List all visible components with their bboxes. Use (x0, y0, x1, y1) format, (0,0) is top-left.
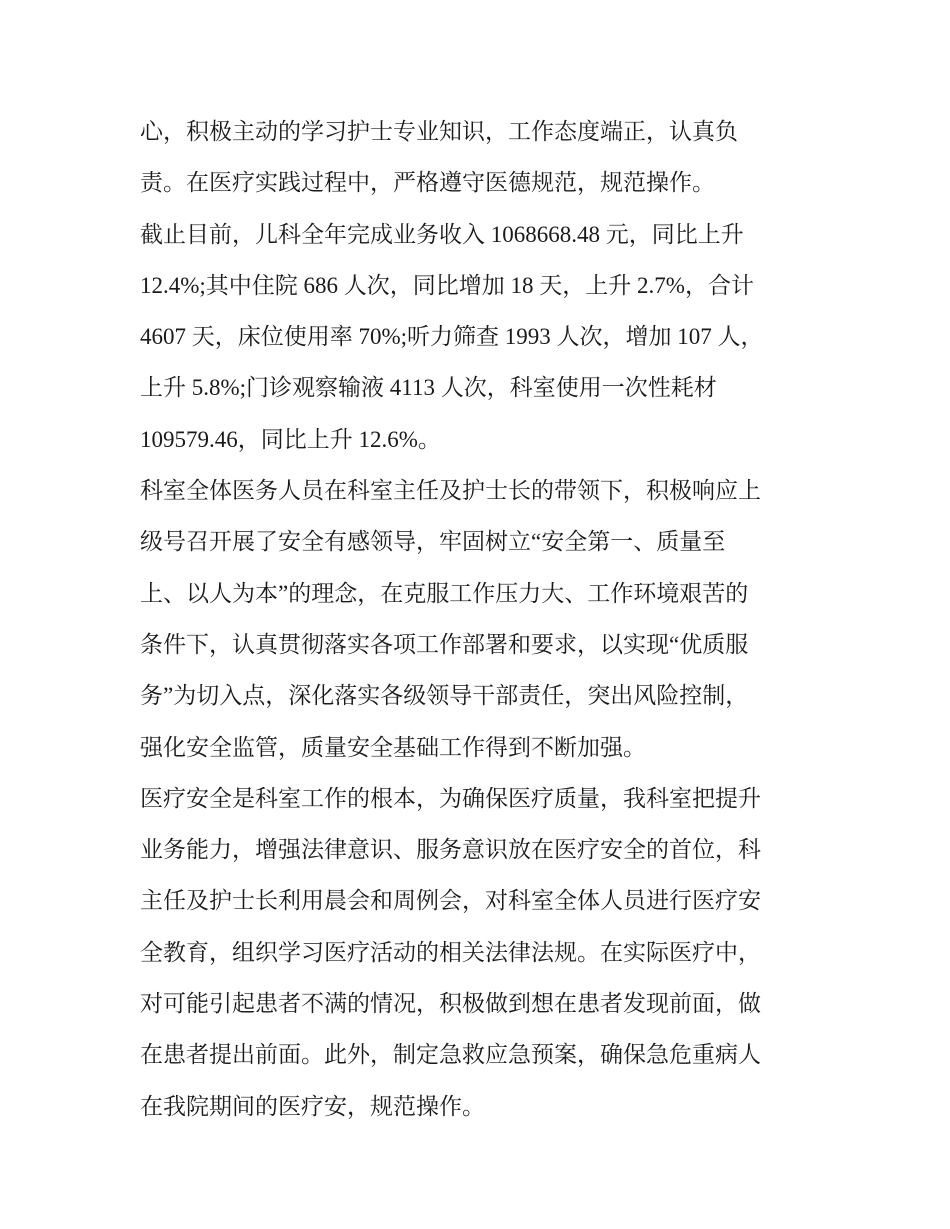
paragraph-medical-safety (140, 773, 830, 1132)
paragraph-annual-statistics (140, 209, 830, 465)
text-line: 对可能引起患者不满的情况，积极做到想在患者发现前面，做 (140, 991, 761, 1017)
text-line: 109579.46，同比上升 12.6%。 (140, 426, 441, 452)
text-line: 上升 5.8%;门诊观察输液 4113 人次，科室使用一次性耗材 (140, 375, 717, 401)
text-line: 在我院期间的医疗安，规范操作。 (140, 1093, 485, 1119)
paragraph-work-attitude (140, 106, 830, 209)
text-line: 强化安全监管，质量安全基础工作得到不断加强。 (140, 734, 646, 760)
paragraph-safety-leadership (140, 465, 830, 773)
text-line: 科室全体医务人员在科室主任及护士长的带领下，积极响应上 (140, 478, 761, 504)
text-line: 级号召开展了安全有感领导，牢固树立“安全第一、质量至 (140, 529, 726, 555)
text-line: 主任及护士长利用晨会和周例会，对科室全体人员进行医疗安 (140, 888, 761, 914)
text-line: 务”为切入点，深化落实各级领导干部责任，突出风险控制， (140, 683, 749, 709)
text-line: 上、以人为本”的理念，在克服工作压力大、工作环境艰苦的 (140, 580, 749, 606)
text-line: 责。在医疗实践过程中，严格遵守医德规范，规范操作。 (140, 170, 715, 196)
text-line: 心，积极主动的学习护士专业知识，工作态度端正，认真负 (140, 119, 738, 144)
text-line: 12.4%;其中住院 686 人次，同比增加 18 天，上升 2.7%，合计 (140, 272, 754, 298)
text-line: 全教育，组织学习医疗活动的相关法律法规。在实际医疗中， (140, 939, 761, 965)
text-line: 4607 天，床位使用率 70%;听力筛查 1993 人次，增加 107 人， (140, 324, 764, 350)
text-line: 条件下，认真贯彻落实各项工作部署和要求，以实现“优质服 (140, 631, 749, 657)
document-body (140, 106, 830, 1132)
text-line: 业务能力，增强法律意识、服务意识放在医疗安全的首位，科 (140, 837, 761, 863)
text-line: 在患者提出前面。此外，制定急救应急预案，确保急危重病人 (140, 1042, 761, 1068)
text-line: 截止目前，儿科全年完成业务收入 1068668.48 元，同比上升 (140, 221, 744, 247)
text-line: 医疗安全是科室工作的根本，为确保医疗质量，我科室把提升 (140, 785, 761, 811)
